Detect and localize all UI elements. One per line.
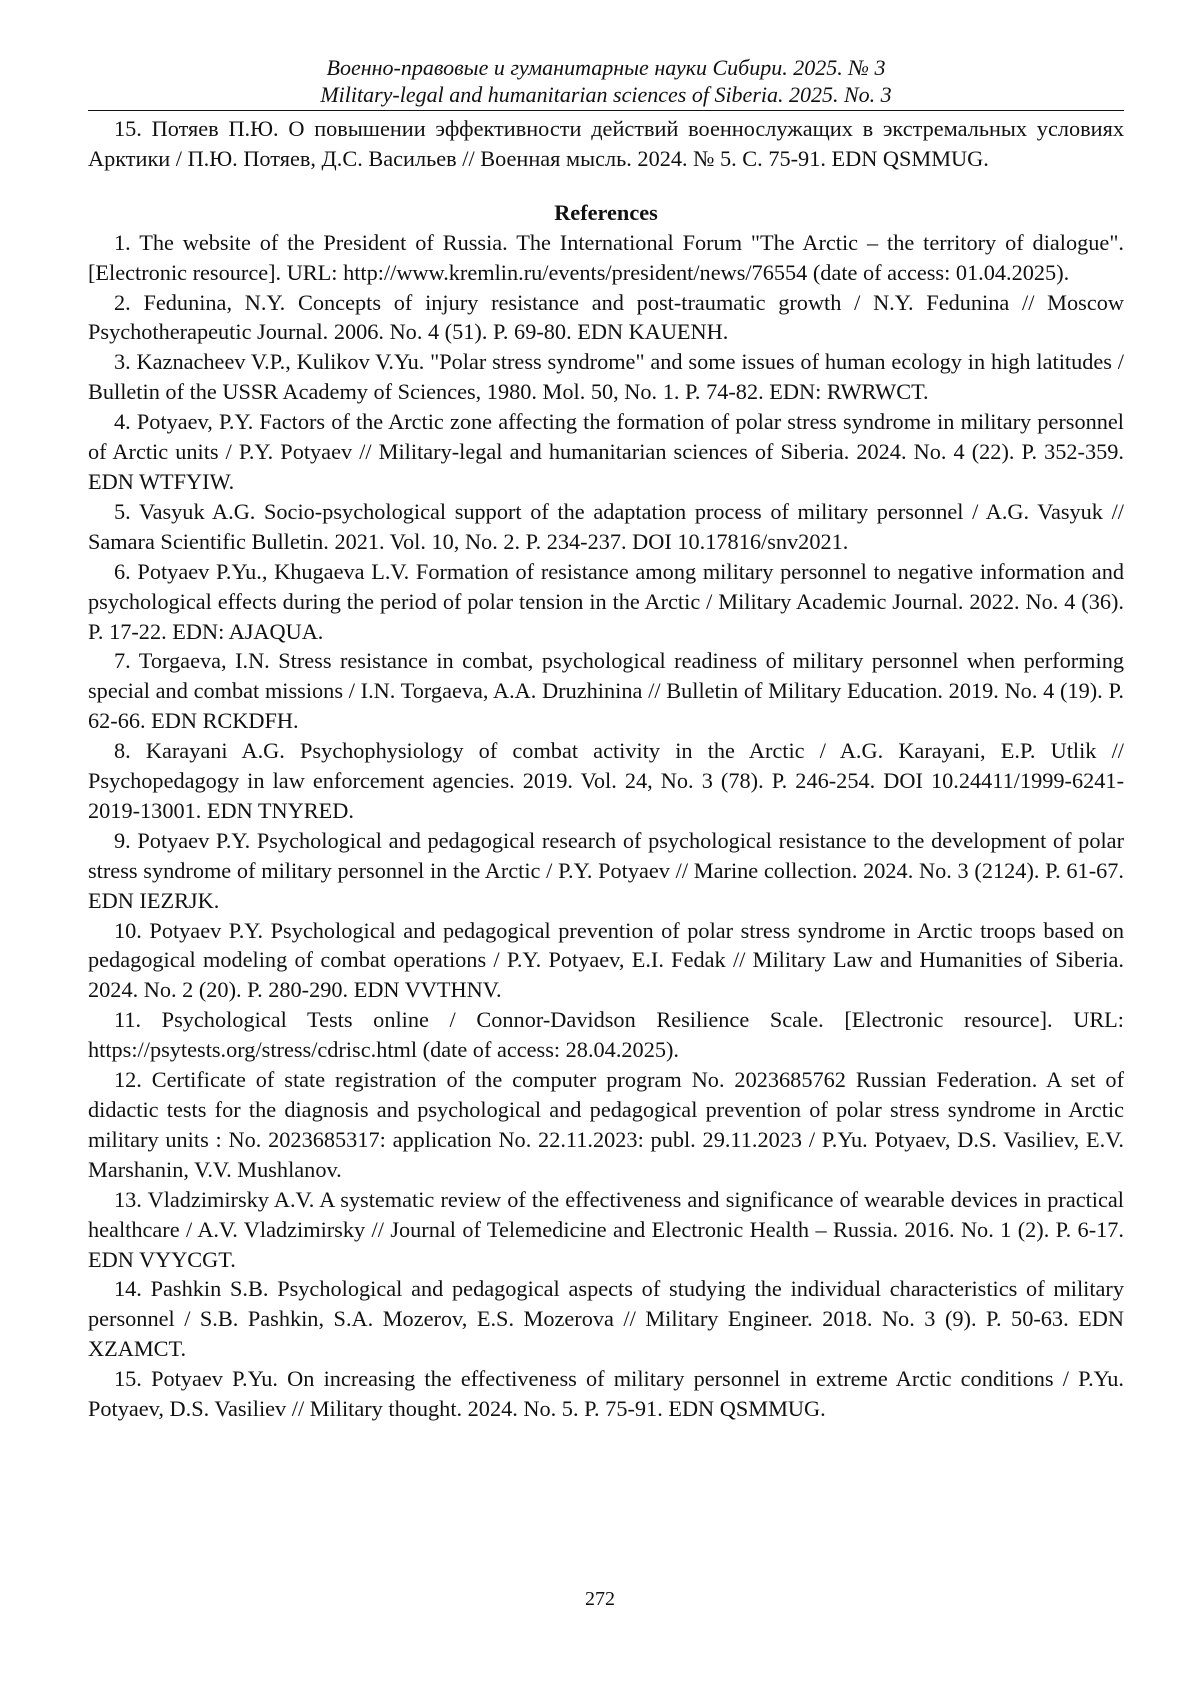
russian-reference-15: 15. Потяев П.Ю. О повышении эффективности действий военнослужащих в экстремальных условиях Арктики / П.Ю. Потяев, Д.С. Васильев // Военная мысль. 2024. № 5. С. 75-91. EDN QSMMUG. (88, 116, 1124, 171)
references-list (88, 228, 1124, 1424)
reference-item-10: 10. Potyaev P.Y. Psychological and pedagogical prevention of polar stress syndrome in Arctic troops based on pedagogical modeling of combat operations / P.Y. Potyaev, E.I. Fedak // Military Law and Humanities of Siberia. 2024. No. 2 (20). P. 280-290. EDN VVTHNV. (88, 917, 1124, 1003)
reference-item-14: 14. Pashkin S.B. Psychological and pedagogical aspects of studying the individual characteristics of military personnel / S.B. Pashkin, S.A. Mozerov, E.S. Mozerova // Military Engineer. 2018. No. 3 (9). P. 50-63. EDN XZAMCT. (88, 1276, 1124, 1362)
header-title-english: Military-legal and humanitarian sciences of Siberia. 2025. No. 3 (320, 82, 892, 107)
reference-item-1: 1. The website of the President of Russia. The International Forum "The Arctic – the territory of dialogue". [Electronic resource]. URL: http://www.kremlin.ru/events/president/news/76554 (date of access: 01.04.2025). (88, 229, 1124, 285)
reference-item-12: 12. Certificate of state registration of the computer program No. 2023685762 Russian Federation. A set of didactic tests for the diagnosis and psychological and pedagogical prevention of polar stress syndrome in Arctic military units : No. 2023685317: application No. 22.11.2023: publ. 29.11.2023 / P.Yu. Potyaev, D.S. Vasiliev, E.V. Marshanin, V.V. Mushlanov. (88, 1067, 1124, 1182)
references-heading: References (554, 199, 658, 225)
reference-item-4: 4. Potyaev, P.Y. Factors of the Arctic zone affecting the formation of polar stress syndrome in military personnel of Arctic units / P.Y. Potyaev // Military-legal and humanitarian sciences of Siberia. 2024. No. 4 (22). P. 352-359. EDN WTFYIW. (88, 409, 1124, 494)
header-title-russian: Военно-правовые и гуманитарные науки Сибири. 2025. № 3 (326, 55, 886, 80)
running-header (88, 54, 1124, 108)
reference-item-6: 6. Potyaev P.Yu., Khugaeva L.V. Formation of resistance among military personnel to negative information and psychological effects during the period of polar tension in the Arctic / Military Academic Journal. 2022. No. 4 (36). P. 17-22. EDN: AJAQUA. (88, 558, 1124, 644)
reference-item-3: 3. Kaznacheev V.P., Kulikov V.Yu. "Polar stress syndrome" and some issues of human ecology in high latitudes / Bulletin of the USSR Academy of Sciences, 1980. Mol. 50, No. 1. P. 74-82. EDN: RWRWCT. (88, 349, 1124, 405)
header-divider (88, 110, 1124, 111)
reference-item-15: 15. Potyaev P.Yu. On increasing the effectiveness of military personnel in extreme Arctic conditions / P.Yu. Potyaev, D.S. Vasiliev // Military thought. 2024. No. 5. P. 75-91. EDN QSMMUG. (88, 1366, 1124, 1422)
reference-item-8: 8. Karayani A.G. Psychophysiology of combat activity in the Arctic / A.G. Karayani, E.P. Utlik // Psychopedagogy in law enforcement agencies. 2019. Vol. 24, No. 3 (78). P. 246-254. DOI 10.24411/1999-6241-2019-13001. EDN TNYRED. (88, 738, 1124, 823)
reference-item-7: 7. Torgaeva, I.N. Stress resistance in combat, psychological readiness of military personnel when performing special and combat missions / I.N. Torgaeva, A.A. Druzhinina // Bulletin of Military Education. 2019. No. 4 (19). P. 62-66. EDN RCKDFH. (88, 648, 1124, 734)
reference-item-9: 9. Potyaev P.Y. Psychological and pedagogical research of psychological resistance to the development of polar stress syndrome of military personnel in the Arctic / P.Y. Potyaev // Marine collection. 2024. No. 3 (2124). P. 61-67. EDN IEZRJK. (88, 827, 1124, 913)
reference-item-13: 13. Vladzimirsky A.V. A systematic review of the effectiveness and significance of wearable devices in practical healthcare / A.V. Vladzimirsky // Journal of Telemedicine and Electronic Health – Russia. 2016. No. 1 (2). P. 6-17. EDN VYYCGT. (88, 1186, 1124, 1272)
page-body (88, 114, 1124, 1424)
reference-item-5: 5. Vasyuk A.G. Socio-psychological support of the adaptation process of military personnel / A.G. Vasyuk // Samara Scientific Bulletin. 2021. Vol. 10, No. 2. P. 234-237. DOI 10.17816/snv2021. (88, 498, 1124, 554)
page-number: 272 (585, 1588, 615, 1610)
reference-item-2: 2. Fedunina, N.Y. Concepts of injury resistance and post-traumatic growth / N.Y. Fedunina // Moscow Psychotherapeutic Journal. 2006. No. 4 (51). P. 69-80. EDN KAUENH. (88, 289, 1124, 345)
reference-item-11: 11. Psychological Tests online / Connor-Davidson Resilience Scale. [Electronic resource]. URL: https://psytests.org/stress/cdrisc.html (date of access: 28.04.2025). (88, 1007, 1124, 1063)
